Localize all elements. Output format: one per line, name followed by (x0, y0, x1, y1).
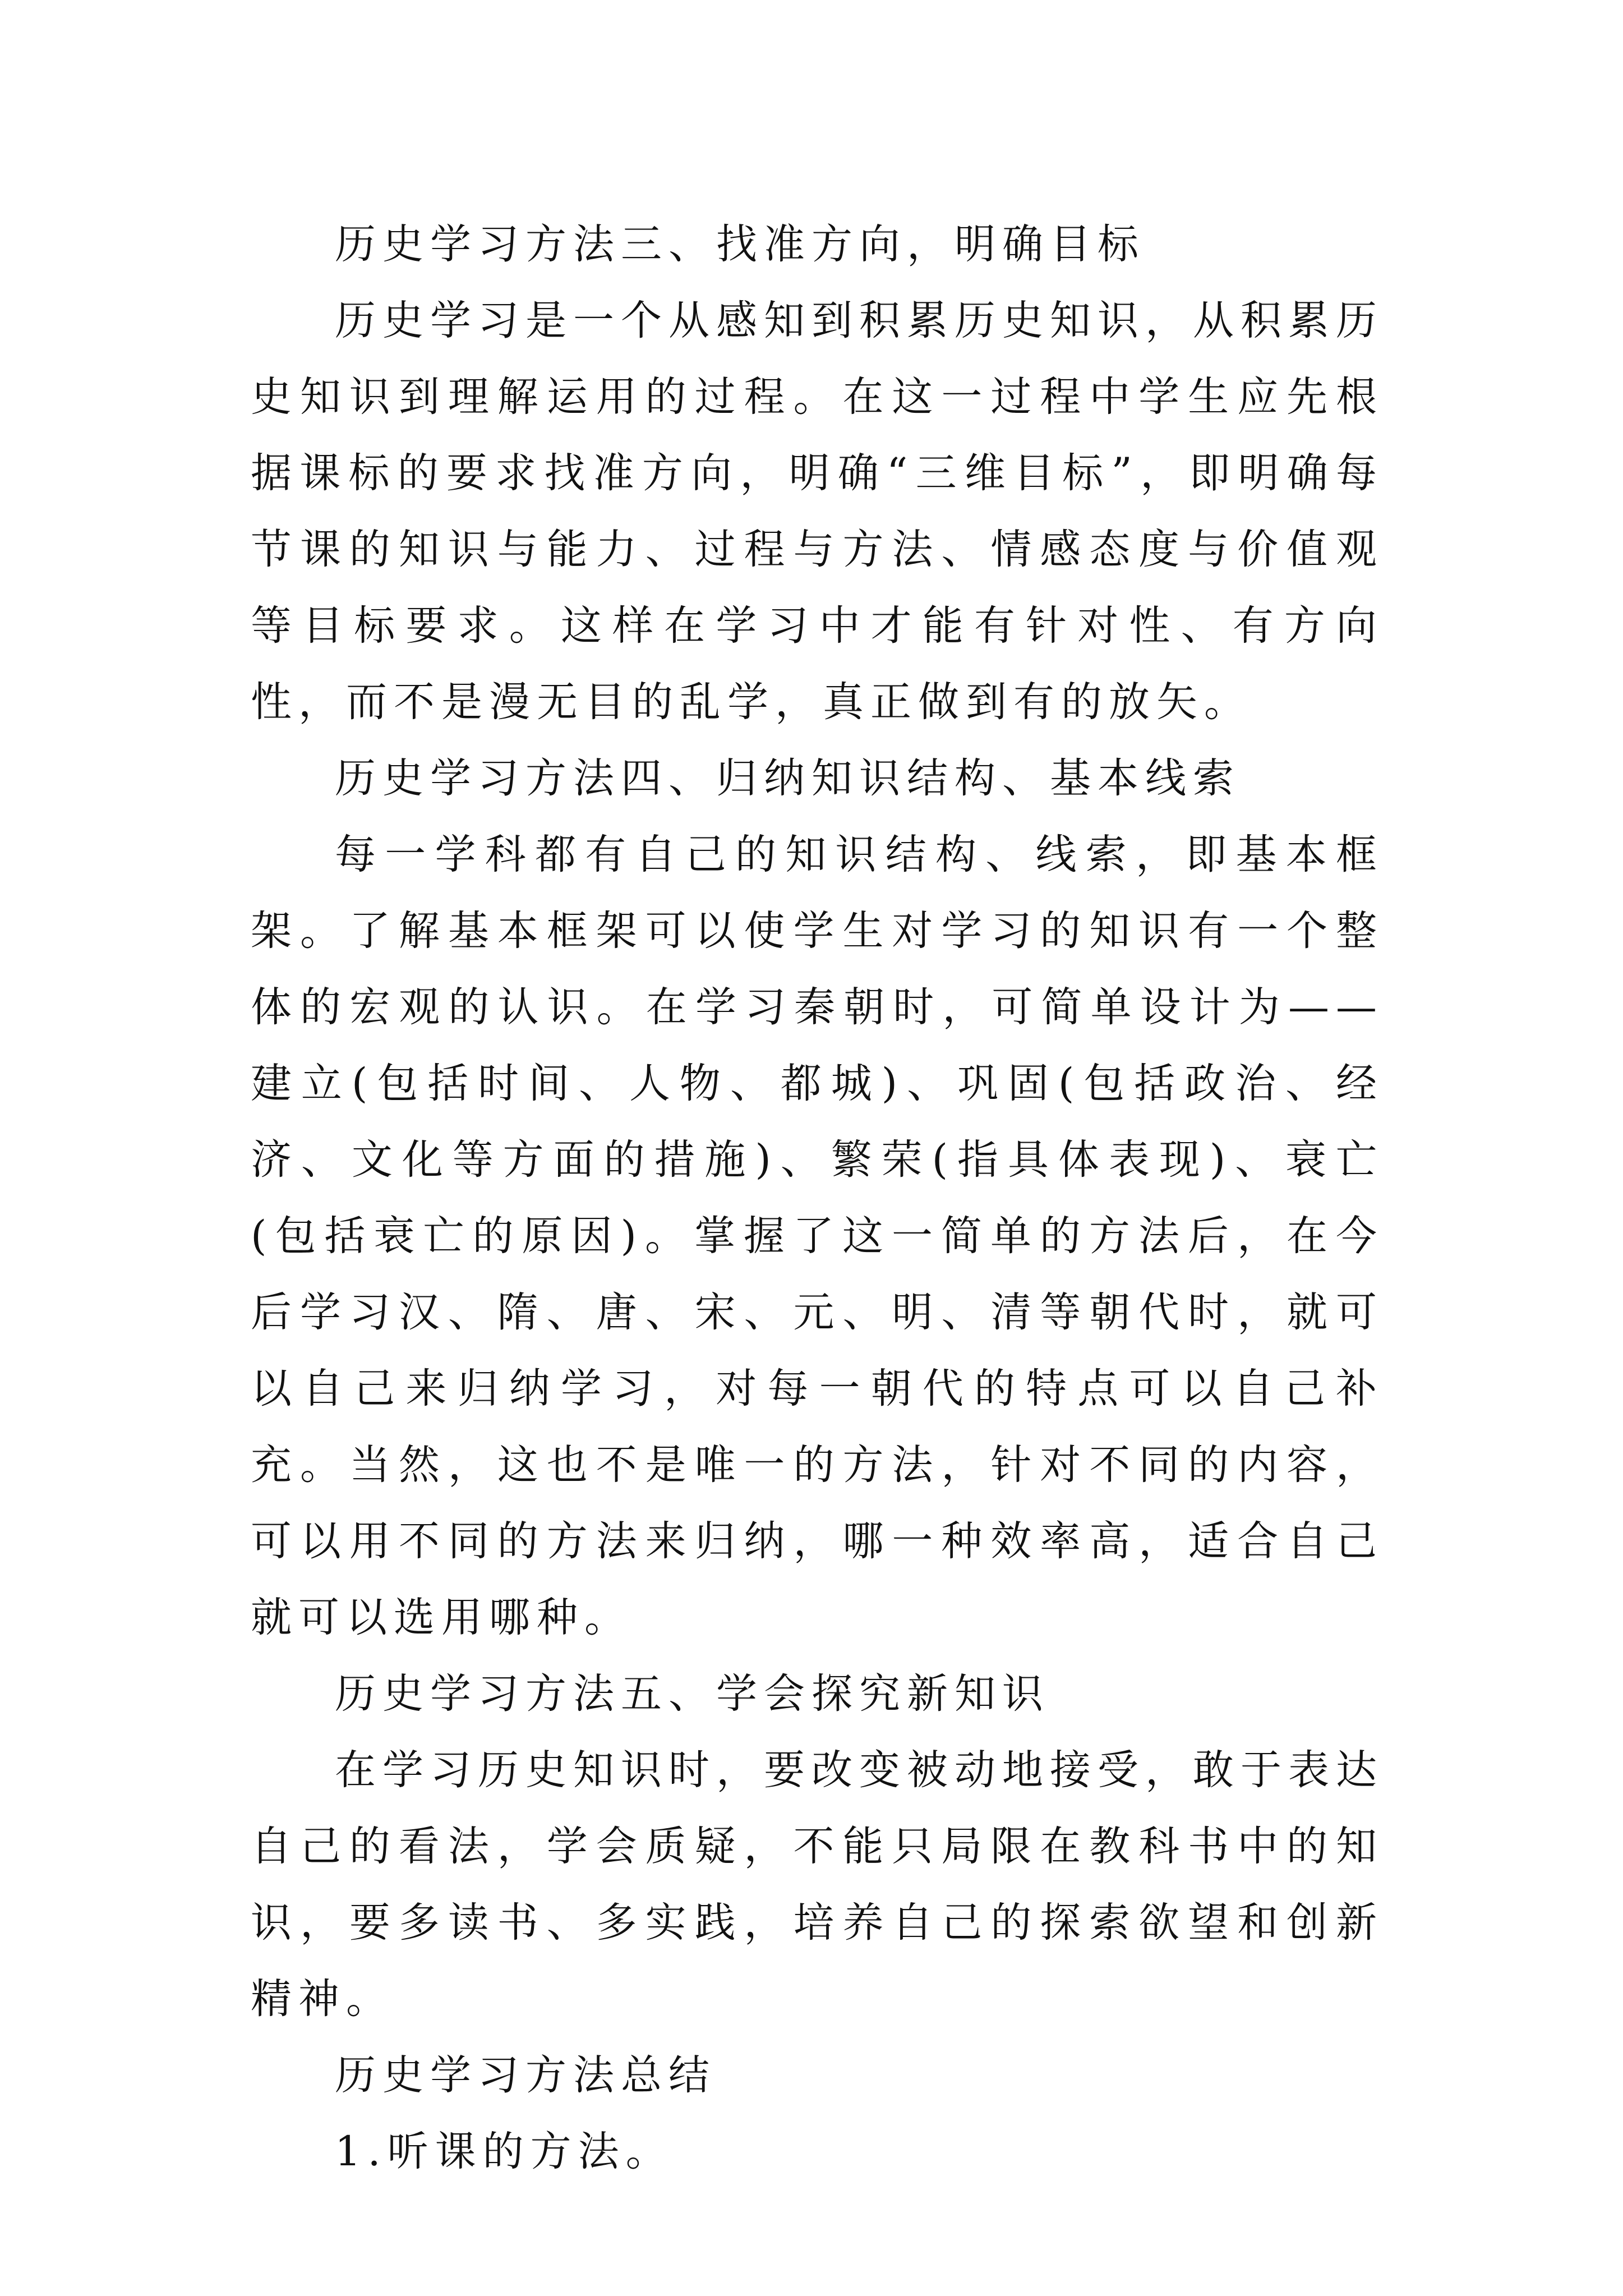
section-heading-method-5: 历史学习方法五、学会探究新知识 (335, 1670, 1050, 1718)
paragraph-method-3: 历史学习是一个从感知到积累历史知识，从积累历史知识到理解运用的过程。在这一过程中学生应先根据课标的要求找准方向，明确“三维目标”，即明确每节课的知识与能力、过程与方法、情感态度与价值观等目标要求。这样在学习中才能有针对性、有方向性，而不是漫无目的乱学，真正做到有的放矢。 (251, 297, 1384, 726)
section-heading-summary: 历史学习方法总结 (335, 2051, 716, 2099)
section-heading-method-4: 历史学习方法四、归纳知识结构、基本线索 (335, 754, 1241, 802)
paragraph-method-5: 在学习历史知识时，要改变被动地接受，敢于表达自己的看法，学会质疑，不能只局限在教科书中的知识，要多读书、多实践，培养自己的探索欲望和创新精神。 (251, 1746, 1384, 2023)
paragraph-method-4: 每一学科都有自己的知识结构、线索，即基本框架。了解基本框架可以使学生对学习的知识有一个整体的宏观的认识。在学习秦朝时，可简单设计为——建立(包括时间、人物、都城)、巩固(包括政治、经济、文化等方面的措施)、繁荣(指具体表现)、衰亡(包括衰亡的原因)。掌握了这一简单的方法后，在今后学习汉、隋、唐、宋、元、明、清等朝代时，就可以自己来归纳学习，对每一朝代的特点可以自己补充。当然，这也不是唯一的方法，针对不同的内容，可以用不同的方法来归纳，哪一种效率高，适合自己就可以选用哪种。 (251, 831, 1384, 1641)
section-heading-method-3: 历史学习方法三、找准方向，明确目标 (335, 220, 1145, 268)
list-item-listening-method: 1.听课的方法。 (335, 2128, 674, 2175)
document-page (251, 206, 1384, 2190)
